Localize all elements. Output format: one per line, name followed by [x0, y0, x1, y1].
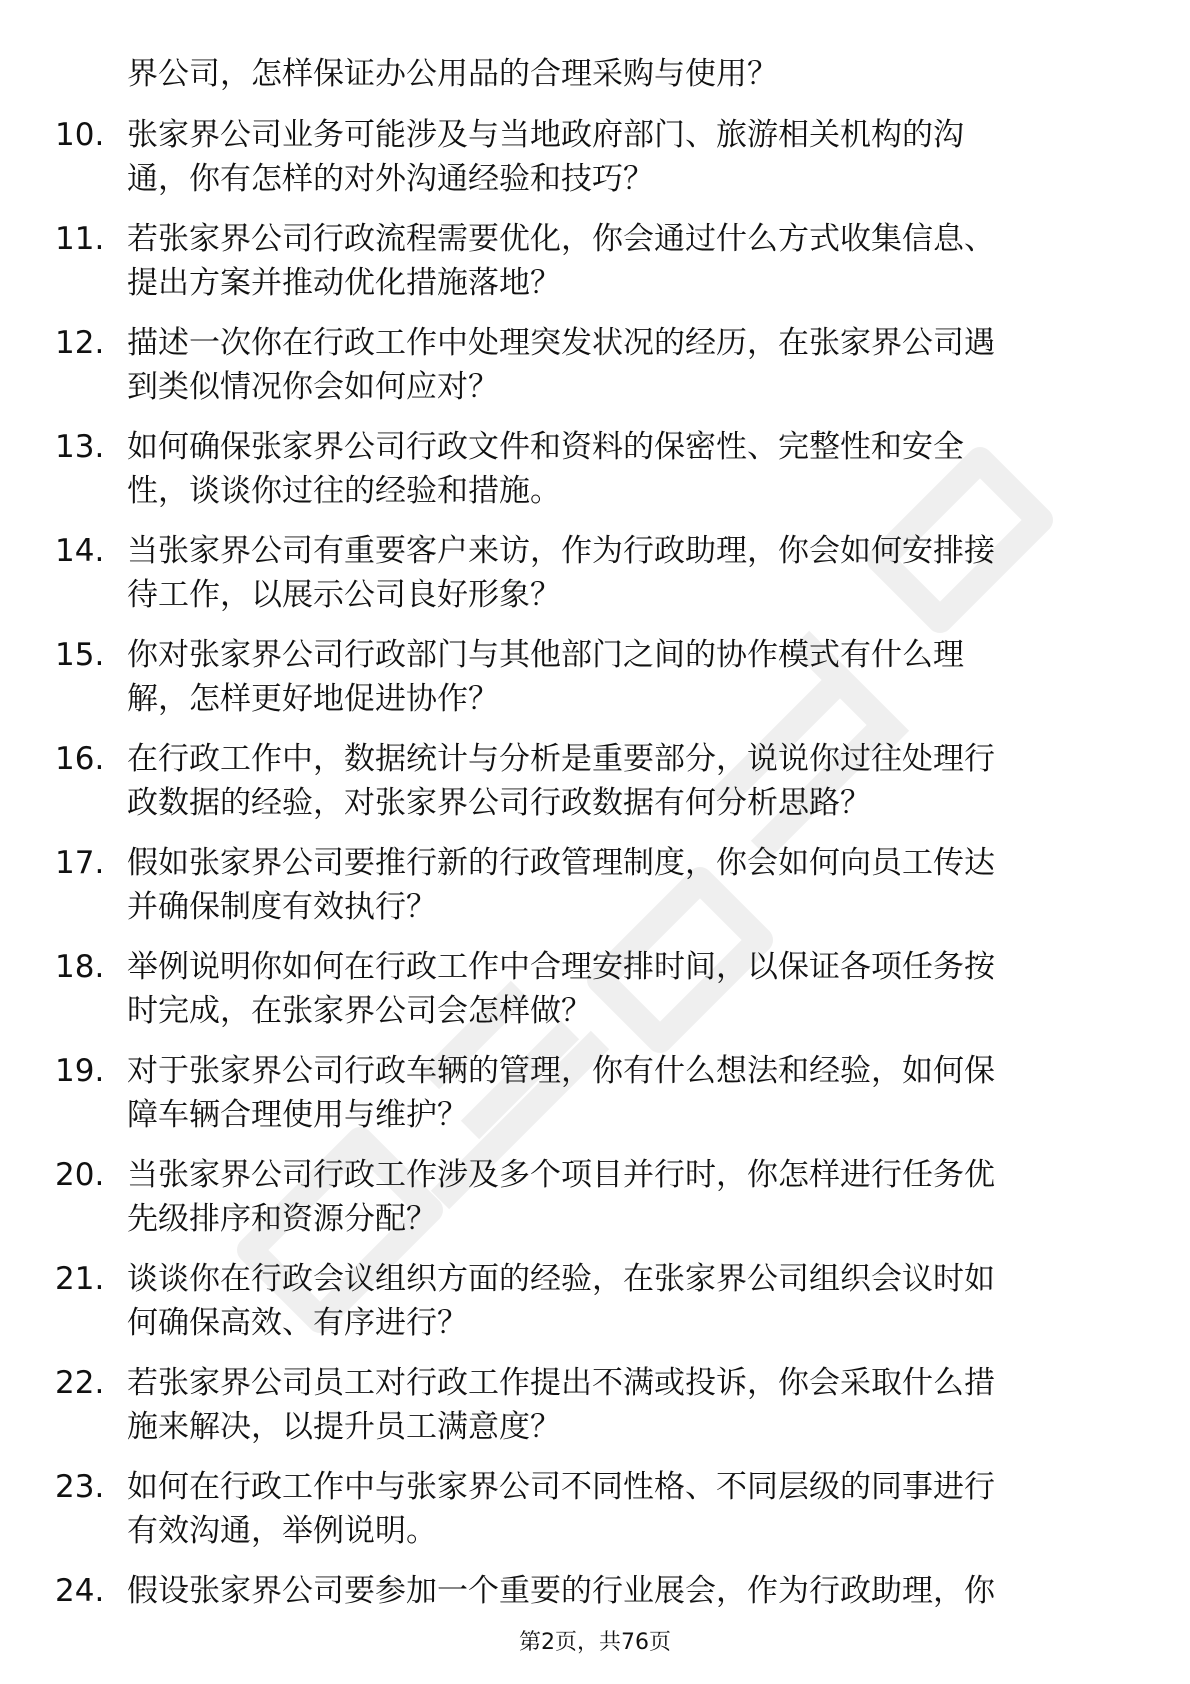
question-number: 22. — [55, 1365, 105, 1401]
list-item — [0, 217, 1190, 321]
list-item — [0, 945, 1190, 1049]
question-number: 17. — [55, 845, 105, 881]
list-item — [0, 1361, 1190, 1465]
question-number: 12. — [55, 325, 105, 361]
question-number: 18. — [55, 949, 105, 985]
question-number: 23. — [55, 1469, 105, 1505]
list-item — [0, 425, 1190, 529]
question-number: 13. — [55, 429, 105, 465]
question-number: 11. — [55, 221, 105, 257]
question-text: 假如张家界公司要推行新的行政管理制度，你会如何向员工传达 并确保制度有效执行？ — [127, 845, 995, 925]
page-footer: 第2页，共76页 — [519, 1630, 671, 1655]
question-text: 在行政工作中，数据统计与分析是重要部分，说说你过往处理行 政数据的经验，对张家界公司行政数据有何分析思路？ — [127, 741, 995, 821]
question-text: 假设张家界公司要参加一个重要的行业展会，作为行政助理，你 — [127, 1573, 995, 1609]
question-text: 如何在行政工作中与张家界公司不同性格、不同层级的同事进行 有效沟通，举例说明。 — [127, 1469, 995, 1549]
question-number: 21. — [55, 1261, 105, 1297]
list-item — [0, 633, 1190, 737]
list-item — [0, 1257, 1190, 1361]
question-text: 如何确保张家界公司行政文件和资料的保密性、完整性和安全 性，谈谈你过往的经验和措施。 — [127, 429, 964, 509]
question-text: 谈谈你在行政会议组织方面的经验，在张家界公司组织会议时如 何确保高效、有序进行？ — [127, 1261, 995, 1341]
list-item — [0, 737, 1190, 841]
question-text: 你对张家界公司行政部门与其他部门之间的协作模式有什么理 解，怎样更好地促进协作？ — [127, 637, 964, 717]
question-text: 对于张家界公司行政车辆的管理，你有什么想法和经验，如何保 障车辆合理使用与维护？ — [127, 1053, 995, 1133]
list-item — [0, 321, 1190, 425]
question-number: 24. — [55, 1573, 105, 1609]
list-item — [0, 1465, 1190, 1569]
question-text: 当张家界公司行政工作涉及多个项目并行时，你怎样进行任务优 先级排序和资源分配？ — [127, 1157, 995, 1237]
question-number: 19. — [55, 1053, 105, 1089]
list-item — [0, 113, 1190, 217]
question-number: 10. — [55, 117, 105, 153]
list-item — [0, 529, 1190, 633]
continued-question-text: 界公司，怎样保证办公用品的合理采购与使用？ — [127, 56, 778, 92]
question-text: 若张家界公司行政流程需要优化，你会通过什么方式收集信息、 提出方案并推动优化措施落地？ — [127, 221, 995, 301]
list-item — [0, 1153, 1190, 1257]
question-text: 张家界公司业务可能涉及与当地政府部门、旅游相关机构的沟 通，你有怎样的对外沟通经验和技巧？ — [127, 117, 964, 197]
list-item — [0, 1049, 1190, 1153]
list-item — [0, 841, 1190, 945]
question-text: 举例说明你如何在行政工作中合理安排时间，以保证各项任务按 时完成，在张家界公司会怎样做？ — [127, 949, 995, 1029]
question-number: 15. — [55, 637, 105, 673]
question-text: 描述一次你在行政工作中处理突发状况的经历，在张家界公司遇 到类似情况你会如何应对？ — [127, 325, 995, 405]
question-list — [0, 113, 1190, 1673]
question-text: 若张家界公司员工对行政工作提出不满或投诉，你会采取什么措 施来解决，以提升员工满意度？ — [127, 1365, 995, 1445]
question-number: 16. — [55, 741, 105, 777]
question-number: 14. — [55, 533, 105, 569]
question-number: 20. — [55, 1157, 105, 1193]
question-text: 当张家界公司有重要客户来访，作为行政助理，你会如何安排接 待工作，以展示公司良好形象？ — [127, 533, 995, 613]
